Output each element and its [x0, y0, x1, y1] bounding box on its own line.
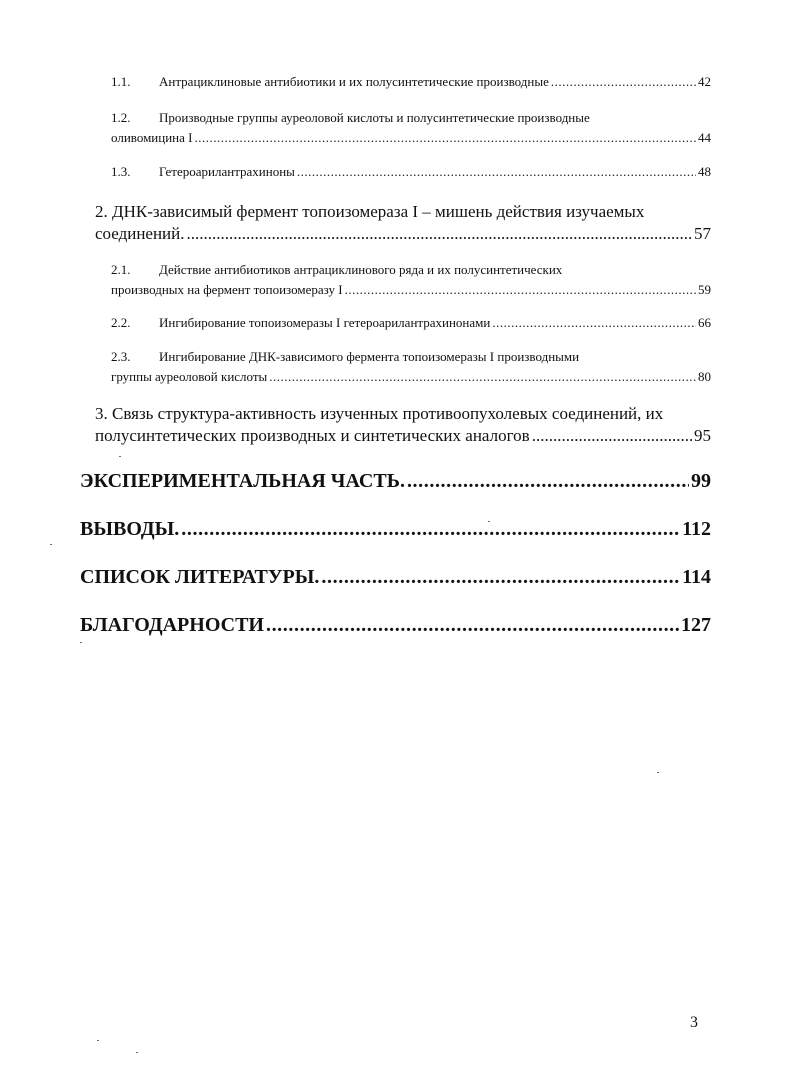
toc-page: 66	[698, 315, 711, 330]
toc-title: БЛАГОДАРНОСТИ	[80, 614, 264, 636]
toc-page: 99	[691, 470, 711, 492]
toc-number: 1.1.	[111, 74, 131, 89]
toc-entry-1-3[interactable]	[0, 162, 711, 182]
toc-title: ЭКСПЕРИМЕНТАЛЬНАЯ ЧАСТЬ.	[80, 470, 405, 492]
toc-title: Гетероарилантрахиноны	[159, 164, 295, 179]
toc-page: 48	[698, 164, 711, 179]
toc-entry-conclusions[interactable]	[0, 516, 711, 542]
scan-speck	[80, 642, 82, 643]
scan-speck	[119, 456, 121, 457]
toc-title-line1: 3. Связь структура-активность изученных противоопухолевых соединений, их	[95, 404, 664, 423]
toc-leader	[532, 425, 692, 447]
toc-number: 2.1.	[111, 262, 131, 277]
toc-leader	[407, 468, 689, 494]
toc-leader	[266, 612, 679, 638]
toc-page: 127	[681, 614, 711, 636]
toc-entry-references[interactable]	[0, 564, 711, 590]
toc-entry-1-1[interactable]	[0, 72, 711, 92]
toc-title: Антрациклиновые антибиотики и их полусинтетические производные	[159, 74, 549, 89]
toc-number: 1.3.	[111, 164, 131, 179]
scan-speck	[657, 772, 659, 773]
scan-speck	[97, 1040, 99, 1041]
toc-number: 1.2.	[111, 110, 131, 125]
toc-title: Ингибирование топоизомеразы I гетероарилантрахинонами	[159, 315, 491, 330]
scan-speck	[136, 1052, 138, 1053]
toc-entry-1-2[interactable]	[0, 108, 711, 148]
toc-page: 57	[694, 224, 711, 243]
toc-title-line1: Производные группы ауреоловой кислоты и полусинтетические производные	[159, 110, 590, 125]
toc-number: 2.2.	[111, 315, 131, 330]
toc-title: СПИСОК ЛИТЕРАТУРЫ.	[80, 566, 320, 588]
toc-page: 80	[698, 369, 711, 384]
toc-page: 42	[698, 74, 711, 89]
scan-speck	[50, 544, 52, 545]
toc-leader	[187, 223, 692, 245]
toc-leader	[551, 72, 696, 92]
toc-title-line1: Действие антибиотиков антрациклинового ряда и их полусинтетических	[159, 262, 563, 277]
toc-leader	[492, 313, 696, 333]
toc-page: 114	[682, 566, 711, 588]
toc-leader	[181, 516, 680, 542]
toc-page: 112	[682, 518, 711, 540]
page-number: 3	[690, 1014, 698, 1031]
toc-entry-experimental[interactable]	[0, 468, 711, 494]
toc-entry-2-2[interactable]	[0, 313, 711, 333]
toc-title-line1: Ингибирование ДНК-зависимого фермента топоизомеразы I производными	[159, 349, 580, 364]
toc-entry-2-3[interactable]	[0, 347, 711, 387]
toc-page: 44	[698, 130, 711, 145]
scan-speck	[488, 521, 490, 522]
toc-leader	[269, 367, 696, 387]
toc-page: 95	[694, 426, 711, 445]
toc-entry-3[interactable]	[0, 403, 711, 447]
toc-title: ВЫВОДЫ.	[80, 518, 180, 540]
toc-title-line2: производных на фермент топоизомеразу I	[111, 282, 343, 297]
toc-title-line2: группы ауреоловой кислоты	[111, 369, 268, 384]
toc-entry-acknowledgements[interactable]	[0, 612, 711, 638]
toc-entry-2-1[interactable]	[0, 260, 711, 300]
toc-leader	[345, 280, 696, 300]
toc-title-line2: полусинтетических производных и синтетических аналогов	[95, 426, 530, 445]
toc-number: 2.3.	[111, 349, 131, 364]
toc-entry-2[interactable]	[0, 201, 711, 245]
toc-title-line2: соединений.	[95, 224, 185, 243]
toc-title-line1: 2. ДНК-зависимый фермент топоизомераза I – мишень действия изучаемых	[95, 202, 645, 221]
toc-leader	[194, 128, 696, 148]
toc-title-line2: оливомицина I	[111, 130, 193, 145]
toc-leader	[297, 162, 696, 182]
toc-page: 59	[698, 282, 711, 297]
toc-leader	[321, 564, 680, 590]
